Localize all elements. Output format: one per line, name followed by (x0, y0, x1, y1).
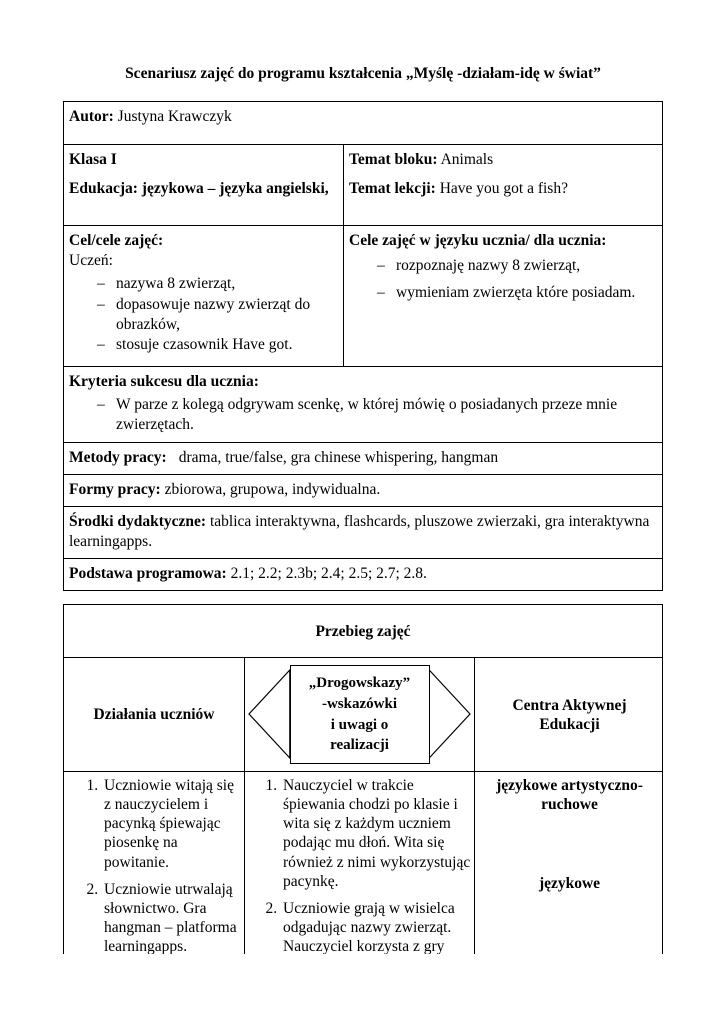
wskazowki-list (245, 776, 474, 954)
temat-lekcji-label: Temat lekcji: (349, 180, 436, 198)
centra-cell (474, 772, 662, 954)
drogowskazy-box (290, 665, 430, 764)
metody-row (64, 442, 662, 474)
list-item: – W parze z kolegą odgrywam scenkę, w której mówię o posiadanych przeze mnie zwierzętach. (111, 395, 641, 435)
kryteria-row (64, 366, 662, 441)
dzialania-cell (64, 772, 244, 954)
column-header-centra (474, 658, 664, 771)
formy-row (64, 474, 662, 506)
klasa-temat-row (64, 144, 662, 225)
formy-label: Formy pracy: (69, 480, 161, 498)
podstawa-cell (64, 559, 662, 590)
page-title: Scenariusz zajęć do programu kształcenia „Myślę -działam-idę w świat” (125, 65, 601, 82)
podstawa-label: Podstawa programowa: (69, 565, 227, 583)
srodki-value: tablica interaktywna, flashcards, pluszowe zwierzaki, gra interaktywna learningapps. (69, 512, 650, 550)
list-item: – stosuje czasownik Have got. (111, 335, 335, 355)
list-item: 2. Uczniowie utrwalają słownictwo. Gra hangman – platforma learningapps. (102, 880, 242, 955)
kryteria-cell (64, 367, 662, 441)
cele-row (64, 225, 662, 366)
temat-bloku-value: Animals (440, 151, 494, 169)
autor-cell (64, 102, 662, 144)
cele-ucznia-cell (344, 226, 662, 366)
drogowskazy-line: -wskazówki (321, 696, 397, 713)
centra-item: językowe (538, 875, 601, 893)
autor-label: Autor: (69, 108, 114, 126)
list-item: – dopasowuje nazwy zwierząt do obrazków, (111, 295, 335, 335)
autor-row (64, 102, 662, 144)
drogowskazy-line: „Drogowskazy” (308, 675, 411, 692)
drogowskazy-line: realizacji (330, 737, 389, 754)
cele-ucznia-list (349, 256, 654, 303)
formy-cell (64, 475, 662, 506)
column-header-label: Działania uczniów (93, 706, 215, 724)
column-header-dzialania (64, 658, 244, 771)
srodki-cell (64, 507, 662, 558)
metody-cell (64, 443, 662, 474)
metody-label: Metody pracy: (69, 448, 167, 466)
list-item: 2. Uczniowie grają w wisielca odgadując nazwy zwierząt. Nauczyciel korzysta z gry (281, 899, 472, 955)
centra-item: językowe artystyczno-ruchowe (496, 777, 643, 814)
temat-bloku-label: Temat bloku: (349, 151, 438, 169)
cel-intro: Uczeń: (69, 252, 113, 270)
kryteria-header: Kryteria sukcesu dla ucznia: (69, 373, 259, 391)
drogowskazy-line: i uwagi o (330, 716, 389, 733)
list-item: – rozpoznaję nazwy 8 zwierząt, (391, 256, 654, 276)
list-item: – wymieniam zwierzęta które posiadam. (391, 283, 654, 303)
klasa-text: Klasa I (69, 151, 117, 169)
cel-list (69, 274, 335, 355)
srodki-label: Środki dydaktyczne: (69, 512, 207, 530)
temat-lekcji-value: Have you got a fish? (439, 180, 568, 198)
srodki-row (64, 506, 662, 558)
list-item: – nazywa 8 zwierząt, (111, 274, 335, 294)
cele-ucznia-header: Cele zajęć w języku ucznia/ dla ucznia: (349, 232, 607, 250)
lesson-info-table (63, 101, 663, 591)
edukacja-text: Edukacja: językowa – języka angielski, (69, 180, 329, 198)
metody-value: drama, true/false, gra chinese whispering, hangman (178, 448, 499, 466)
cel-cell (64, 226, 344, 366)
przebieg-title: Przebieg zajęć (315, 622, 411, 640)
podstawa-value: 2.1; 2.2; 2.3b; 2.4; 2.5; 2.7; 2.8. (230, 565, 427, 583)
column-header-drogowskazy (244, 658, 474, 771)
dzialania-list (64, 776, 244, 954)
list-item: 1. Uczniowie witają się z nauczycielem i pacynką śpiewając piosenkę na powitanie. (102, 776, 242, 871)
przebieg-header-row (64, 605, 662, 658)
przebieg-column-headers (64, 658, 662, 772)
kryteria-list (69, 395, 654, 435)
klasa-cell (64, 145, 344, 225)
autor-value: Justyna Krawczyk (117, 108, 232, 126)
wskazowki-cell (244, 772, 474, 954)
formy-value: zbiorowa, grupowa, indywidualna. (164, 480, 381, 498)
przebieg-table (63, 604, 663, 954)
podstawa-row (64, 558, 662, 590)
przebieg-body-row (64, 772, 662, 954)
cel-header: Cel/cele zajęć: (69, 232, 164, 250)
column-header-label: Centra Aktywnej Edukacji (512, 696, 627, 733)
list-item: 1. Nauczyciel w trakcie śpiewania chodzi po klasie i wita się z każdym uczniem podając mu dłoń. Wita się również z nimi wykorzystując pacynkę. (281, 776, 472, 890)
temat-cell (344, 145, 662, 225)
